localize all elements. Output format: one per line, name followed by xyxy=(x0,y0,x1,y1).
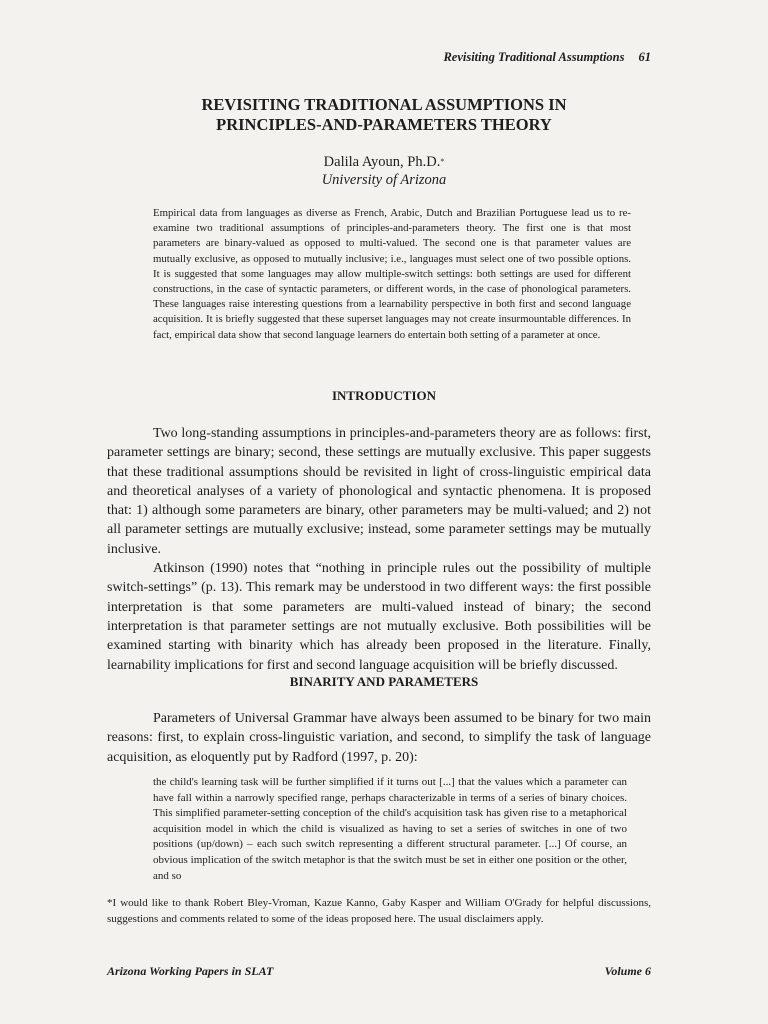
binarity-paragraph-1: Parameters of Universal Grammar have always been assumed to be binary for two main reasons: first, to explain cross-linguistic variation, and second, to simplify the task of language acquisition, as eloquently put by Radford (1997, p. 20): xyxy=(107,711,651,765)
introduction-paragraph-2: Atkinson (1990) notes that “nothing in principle rules out the possibility of multiple switch-settings” (p. 13). This remark may be understood in two different ways: the first possible interpretation is that some parameters are multi-valued instead of binary; the second interpretation is that parameter settings are not mutually exclusive. Both possibilities will be examined starting with binarity which has already been proposed in the literature. Finally, learnability implications for first and second language acquisition will be briefly discussed. xyxy=(107,561,651,673)
paper-title-line-2: PRINCIPLES-AND-PARAMETERS THEORY xyxy=(216,115,552,134)
abstract: Empirical data from languages as diverse as French, Arabic, Dutch and Brazilian Portuguese lead us to re-examine two traditional assumptions of principles-and-parameters theory. The first one is that most parameters are binary-valued as opposed to multi-valued. The second one is that parameter values are mutually exclusive, as opposed to mutually inclusive; i.e., languages must select one of two possible options. It is suggested that some languages may allow multiple-switch settings: both settings are used for different constructions, in the case of syntactic parameters, or different words, in the case of phonological parameters. These languages raise interesting questions from a learnability perspective in both first and second language acquisition. It is briefly suggested that these superset languages may not create insurmountable differences. In fact, empirical data show that second language learners do entertain both setting of a parameter at once. xyxy=(153,207,631,341)
running-head-title: Revisiting Traditional Assumptions xyxy=(443,50,625,64)
footnote: *I would like to thank Robert Bley-Vroman, Kazue Kanno, Gaby Kasper and William O'Grady for helpful discussions, suggestions and comments related to some of the ideas proposed here. The usual disclaimers apply. xyxy=(107,897,651,925)
footer-volume: Volume 6 xyxy=(604,964,651,978)
author-name: Dalila Ayoun, Ph.D. xyxy=(323,154,441,170)
paper-title xyxy=(0,95,768,135)
introduction-paragraph-1: Two long-standing assumptions in principles-and-parameters theory are as follows: first, parameter settings are binary; second, these settings are mutually exclusive. This paper suggests that these traditional assumptions should be revisited in light of cross-linguistic empirical data and theoretical analyses of a variety of phonological and syntactic phenomena. It is proposed that: 1) although some parameters are binary, other parameters may be multi-valued; and 2) not all parameter settings are mutually exclusive; instead, some parameter settings may be mutually inclusive. xyxy=(107,426,651,557)
introduction-heading: INTRODUCTION xyxy=(331,388,436,403)
introduction-body xyxy=(107,424,651,675)
author-affiliation: University of Arizona xyxy=(321,172,447,188)
binarity-body xyxy=(107,709,651,767)
page-footer xyxy=(107,964,651,979)
block-quote: the child's learning task will be further simplified if it turns out [...] that the values which a parameter can have fall within a narrowly specified range, perhaps characterizable in terms of a series of binary choices. This simplified parameter-setting conception of the child's acquisition task has given rise to a metaphorical acquisition model in which the child is visualized as having to set a series of switches in one of two positions (up/down) – each such switch representing a different structural parameter. [...] Of course, an obvious implication of the switch metaphor is that the switch must be set in either one position or the other, and so xyxy=(153,776,627,882)
binarity-heading: BINARITY AND PARAMETERS xyxy=(289,674,479,689)
running-head xyxy=(443,50,651,65)
page-number: 61 xyxy=(638,50,651,64)
paper-title-line-1: REVISITING TRADITIONAL ASSUMPTIONS IN xyxy=(201,95,567,114)
author-block xyxy=(0,153,768,189)
footer-journal: Arizona Working Papers in SLAT xyxy=(107,964,274,978)
author-footnote-mark: * xyxy=(440,157,445,166)
